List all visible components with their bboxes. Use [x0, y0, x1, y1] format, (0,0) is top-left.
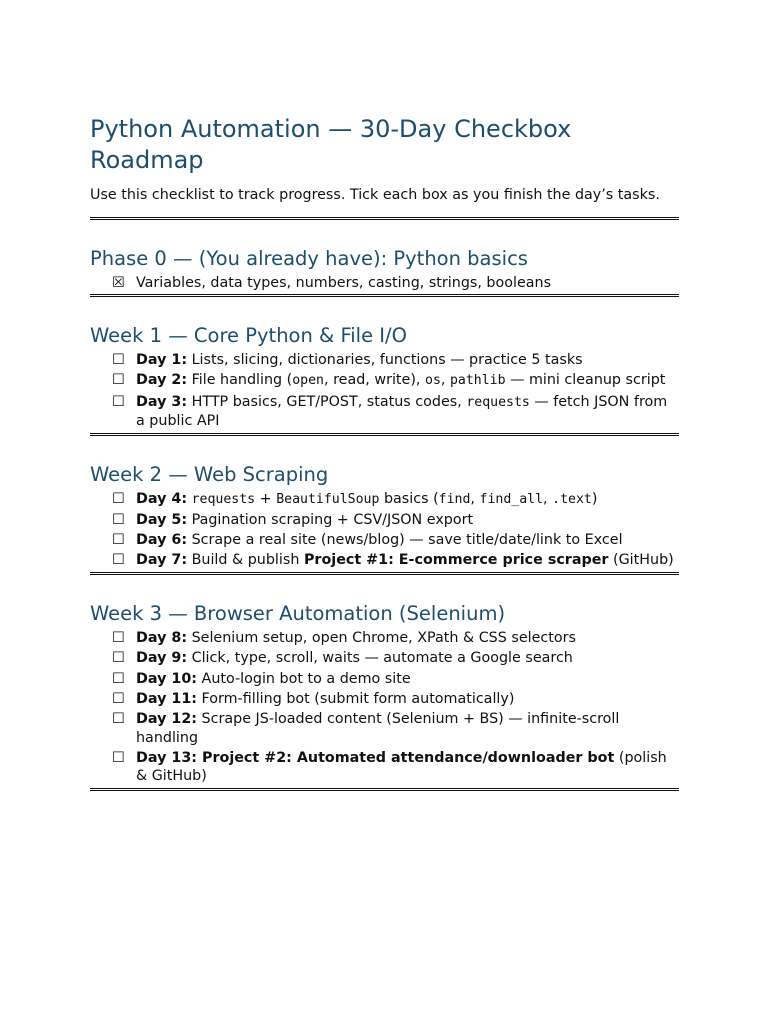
code-term: requests — [191, 491, 256, 507]
checklist-item — [90, 371, 679, 391]
item-text: Scrape JS-loaded content (Selenium + BS) — infinite-scroll handling — [136, 711, 620, 746]
code-term: BeautifulSoup — [276, 491, 380, 507]
checkbox-icon[interactable]: ☐ — [112, 532, 125, 549]
day-label: Day 6: — [136, 532, 188, 549]
code-term: os — [425, 373, 441, 389]
code-term: find_all — [479, 491, 544, 507]
section-week-3 — [90, 575, 679, 791]
checklist-item — [90, 710, 679, 747]
item-text: HTTP basics, GET/POST, status codes, — [187, 393, 467, 410]
item-text: , read, write), — [324, 372, 425, 389]
day-label: Day 4: — [136, 490, 188, 507]
code-term: find — [438, 491, 471, 507]
project-title: Project #1: E-commerce price scraper — [303, 552, 609, 569]
checklist-item — [90, 649, 679, 668]
checkbox-icon[interactable]: ☐ — [112, 670, 125, 687]
item-text: Scrape a real site (news/blog) — save title/date/link to Excel — [187, 532, 623, 549]
checkbox-icon[interactable]: ☐ — [112, 552, 125, 569]
checkbox-icon[interactable]: ☐ — [112, 352, 125, 368]
checkbox-icon[interactable]: ☐ — [112, 629, 125, 646]
day-label: Day 3: — [136, 393, 188, 410]
checklist-item — [90, 274, 679, 293]
item-text: basics ( — [379, 490, 439, 507]
checklist-item — [90, 749, 679, 786]
checklist-item — [90, 670, 679, 689]
day-label: Day 5: — [136, 511, 188, 528]
item-text: Form-filling bot (submit form automatically) — [197, 690, 515, 707]
day-label: Day 9: — [136, 650, 188, 667]
section-heading: Week 1 — Core Python & File I/O — [90, 324, 407, 347]
checkbox-icon[interactable]: ☐ — [112, 372, 125, 389]
code-term: pathlib — [449, 373, 506, 389]
day-label: Day 7: — [136, 552, 188, 569]
item-text: , — [543, 490, 553, 507]
code-term: .text — [552, 491, 592, 507]
day-label: Day 1: — [136, 352, 188, 368]
section-heading: Week 3 — Browser Automation (Selenium) — [90, 601, 506, 625]
code-term: open — [292, 373, 324, 389]
item-text: File handling ( — [187, 372, 293, 389]
checkbox-icon[interactable]: ☐ — [112, 711, 125, 728]
day-label: Day 12: — [136, 711, 197, 728]
checkbox-icon[interactable]: ☐ — [112, 749, 125, 766]
item-text: + — [255, 490, 277, 507]
checkbox-icon[interactable]: ☐ — [112, 490, 125, 507]
section-heading: Phase 0 — (You already have): Python basics — [90, 246, 528, 270]
checklist-item — [90, 551, 679, 570]
section-week-1 — [90, 297, 679, 436]
checklist-item — [90, 490, 679, 510]
divider — [90, 788, 679, 791]
item-text: Selenium setup, open Chrome, XPath & CSS selectors — [187, 629, 576, 646]
project-title: Project #2: Automated attendance/downloader bot — [197, 749, 615, 766]
day-label: Day 8: — [136, 629, 188, 646]
checklist — [90, 490, 679, 570]
checkbox-icon[interactable]: ☐ — [112, 690, 125, 707]
code-term: requests — [466, 394, 530, 410]
day-label: Day 10: — [136, 670, 197, 687]
checklist-item — [90, 511, 679, 530]
checkbox-icon[interactable]: ☐ — [112, 650, 125, 667]
day-label: Day 2: — [136, 372, 188, 389]
day-label: Day 11: — [136, 690, 197, 707]
item-text: Build & publish — [187, 552, 304, 569]
checkbox-icon[interactable]: ☐ — [112, 511, 125, 528]
item-text: Click, type, scroll, waits — automate a Google search — [187, 650, 573, 667]
intro-text: Use this checklist to track progress. Tick each box as you finish the day’s tasks. — [90, 187, 660, 203]
day-label: Day 13: — [136, 749, 197, 766]
item-text: — mini cleanup script — [505, 372, 666, 389]
item-text: Lists, slicing, dictionaries, functions — practice 5 tasks — [187, 352, 583, 368]
checklist-item — [90, 629, 679, 648]
item-text: Auto-login bot to a demo site — [197, 670, 411, 687]
item-text: (polish & GitHub) — [136, 749, 667, 785]
item-text: , — [470, 490, 480, 507]
section-phase-0 — [90, 220, 679, 298]
section-week-2 — [90, 436, 679, 575]
checklist-item — [90, 531, 679, 550]
item-text: ) — [591, 490, 598, 507]
checklist-item — [90, 351, 679, 370]
checklist-item — [90, 393, 679, 431]
item-text: Pagination scraping + CSV/JSON export — [187, 511, 474, 528]
checked-checkbox-icon[interactable]: ☒ — [112, 274, 125, 291]
item-text: (GitHub) — [608, 552, 674, 569]
checklist-item — [90, 690, 679, 709]
section-heading: Week 2 — Web Scraping — [90, 462, 329, 486]
checklist — [90, 629, 679, 786]
page-title: Python Automation — 30-Day Checkbox Roadmap — [90, 115, 572, 174]
checklist — [90, 274, 679, 293]
checklist — [90, 351, 679, 431]
item-text: — fetch JSON from a public API — [136, 393, 668, 430]
document-content — [90, 114, 679, 791]
item-text: Variables, data types, numbers, casting, strings, booleans — [136, 274, 552, 291]
checkbox-icon[interactable]: ☐ — [112, 393, 125, 410]
item-text: , — [440, 372, 450, 389]
